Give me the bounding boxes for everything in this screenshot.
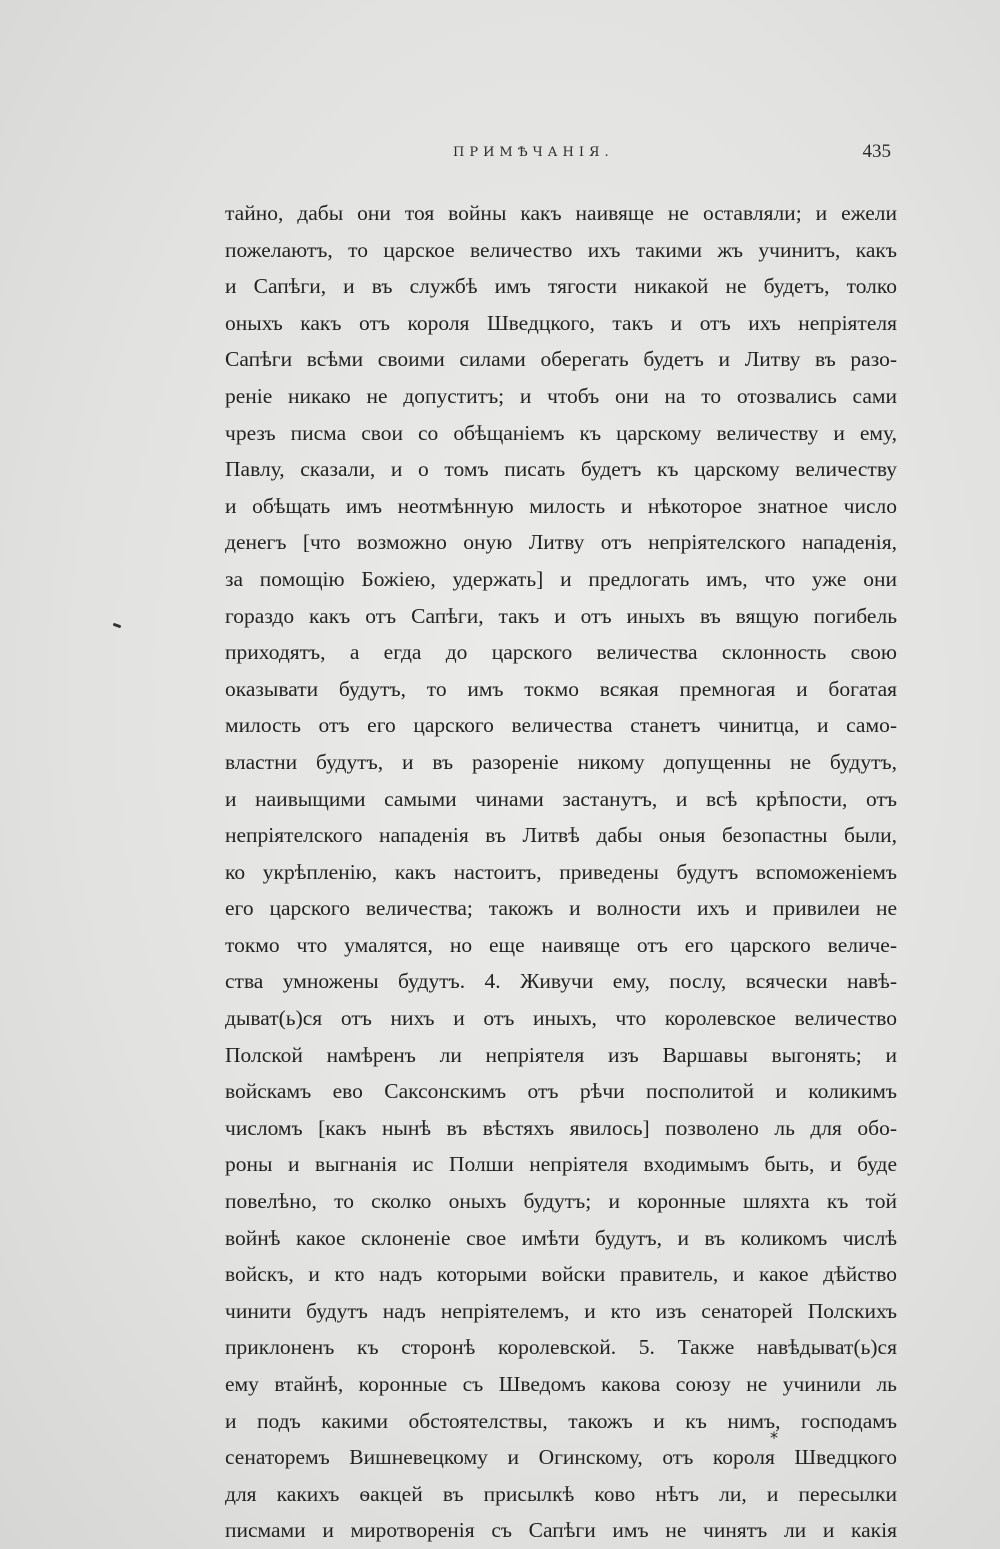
text-line: числомъ [какъ нынѣ въ вѣстяхъ явилось] позволено ль для обо- — [225, 1115, 897, 1140]
text-line: чинити будутъ надъ непріятелемъ, и кто изъ сенаторей Полскихъ — [225, 1298, 897, 1323]
text-line: дыват(ь)ся отъ нихъ и отъ иныхъ, что королевское величество — [225, 1006, 897, 1031]
text-line: войнѣ какое склоненіе свое имѣти будутъ, и въ коликомъ числѣ — [225, 1225, 897, 1250]
text-line: милость отъ его царского величества станетъ чинитца, и само- — [225, 713, 897, 738]
text-line: для какихъ ѳакцей въ присылкѣ ково нѣтъ ли, и пересылки — [225, 1481, 897, 1506]
text-line: токмо что умалятся, но еще наивяще отъ его царского величе- — [225, 932, 897, 957]
text-line: войскъ, и кто надъ которыми войски правитель, и какое дѣйство — [225, 1262, 897, 1287]
text-line: писмами и миротворенія съ Сапѣги имъ не чинятъ ли и какія — [225, 1518, 897, 1543]
text-line: войскамъ ево Саксонскимъ отъ рѣчи посполитой и коликимъ — [225, 1079, 897, 1104]
text-line: гораздо какъ отъ Сапѣги, такъ и отъ иныхъ въ вящую погибель — [225, 603, 897, 628]
text-line: оныхъ какъ отъ короля Шведцкого, такъ и отъ ихъ непріятеля — [225, 310, 897, 335]
text-line: оказывати будутъ, то имъ токмо всякая премногая и богатая — [225, 676, 897, 701]
page-number: 435 — [862, 141, 891, 162]
text-line: сенаторемъ Вишневецкому и Огинскому, отъ короля Шведцкого — [225, 1445, 897, 1470]
text-line: ко укрѣпленію, какъ настоитъ, приведены будутъ вспоможеніемъ — [225, 859, 897, 884]
text-line: реніе никако не допуститъ; и чтобъ они на то отозвались сами — [225, 383, 897, 408]
text-line: ства умножены будутъ. 4. Живучи ему, послу, всячески навѣ- — [225, 969, 897, 994]
text-line: и подъ какими обстоятелствы, такожъ и къ нимъ, господамъ — [225, 1408, 897, 1433]
text-line: Сапѣги всѣми своими силами оберегать будетъ и Литву въ разо- — [225, 347, 897, 372]
text-line: повелѣно, то сколко оныхъ будутъ; и коронные шляхта къ той — [225, 1189, 897, 1214]
ink-speck — [113, 623, 122, 629]
text-line: денегъ [что возможно оную Литву отъ непріятелского нападенія, — [225, 530, 897, 555]
text-line: приклоненъ къ сторонѣ королевской. 5. Также навѣдыват(ь)ся — [225, 1335, 897, 1360]
running-header — [225, 141, 895, 171]
text-line: Полской намѣренъ ли непріятеля изъ Варшавы выгонять; и — [225, 1042, 897, 1067]
text-line: и Сапѣги, и въ службѣ имъ тягости никакой не будетъ, толко — [225, 274, 897, 299]
text-line: и обѣщать имъ неотмѣнную милость и нѣкоторое знатное число — [225, 493, 897, 518]
text-line: его царского величества; такожъ и волности ихъ и привилеи не — [225, 896, 897, 921]
text-line: за помощію Божіею, удержать] и предлогать имъ, что уже они — [225, 566, 897, 591]
text-line: и наивыщими самыми чинами застанутъ, и всѣ крѣпости, отъ — [225, 786, 897, 811]
text-line: роны и выгнанія ис Полши непріятеля входимымъ быть, и буде — [225, 1152, 897, 1177]
text-line: пожелаютъ, то царское величество ихъ такими жъ учинитъ, какъ — [225, 237, 897, 262]
text-line: приходятъ, а егда до царского величества склонность свою — [225, 640, 897, 665]
text-line: Павлу, сказали, и о томъ писать будетъ къ царскому величеству — [225, 457, 897, 482]
text-line: чрезъ писма свои со обѣщаніемъ къ царскому величеству и ему, — [225, 420, 897, 445]
signature-mark: * — [770, 1428, 778, 1447]
body-text — [225, 195, 897, 1549]
text-line: властни будутъ, и въ разореніе никому допущенны не будутъ, — [225, 749, 897, 774]
text-line: непріятелского нападенія въ Литвѣ дабы оныя безопастны были, — [225, 823, 897, 848]
text-line: ему втайнѣ, коронные съ Шведомъ какова союзу не учинили ль — [225, 1372, 897, 1396]
running-title: ПРИМѢЧАНІЯ. — [453, 145, 614, 160]
text-line: тайно, дабы они тоя войны какъ наивяще не оставляли; и ежели — [225, 201, 897, 225]
